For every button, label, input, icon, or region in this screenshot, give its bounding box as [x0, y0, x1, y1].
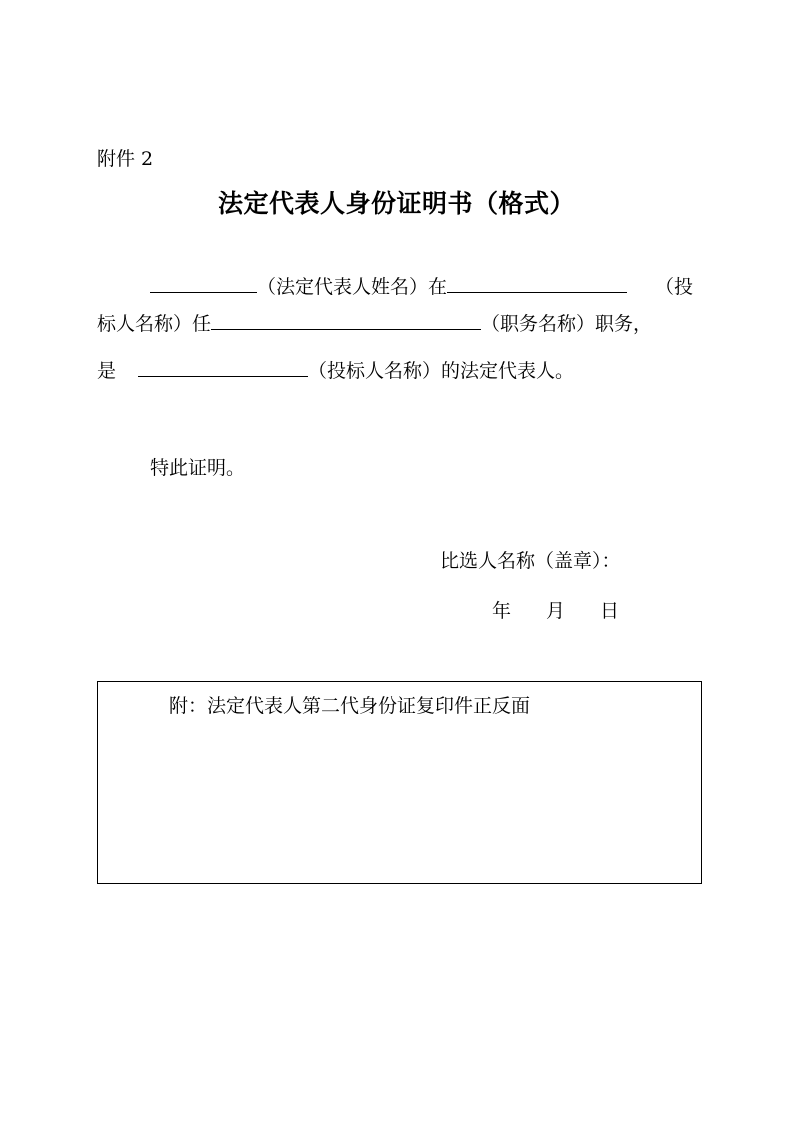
position-blank[interactable]	[211, 309, 481, 330]
year-label: 年	[492, 600, 512, 622]
legal-rep-name-blank[interactable]	[150, 272, 257, 293]
day-label: 日	[600, 600, 620, 622]
bidder-name-blank-2[interactable]	[138, 356, 308, 377]
position-caption: （职务名称）职务，	[481, 313, 653, 335]
bidder-name-blank-1[interactable]	[447, 272, 627, 293]
attachment-note: 附：法定代表人第二代身份证复印件正反面	[169, 695, 531, 717]
legal-rep-caption: （投标人名称）的法定代表人。	[308, 360, 575, 382]
legal-rep-name-caption: （法定代表人姓名）在	[257, 276, 448, 298]
bidder-caption-end: 标人名称）任	[97, 313, 212, 335]
statement-line-1	[150, 272, 693, 299]
bidder-caption-start: （投	[655, 276, 694, 298]
signer-seal-label: 比选人名称（盖章）：	[440, 550, 621, 572]
id-copy-attachment-box	[97, 681, 702, 884]
document-title: 法定代表人身份证明书（格式）	[217, 189, 575, 218]
month-label: 月	[546, 600, 566, 622]
statement-line-2	[97, 309, 652, 336]
statement-is-word: 是	[97, 360, 117, 382]
statement-line-3	[97, 356, 574, 383]
attachment-label: 附件 2	[97, 148, 154, 170]
proof-text: 特此证明。	[150, 457, 246, 479]
date-line	[492, 596, 619, 623]
